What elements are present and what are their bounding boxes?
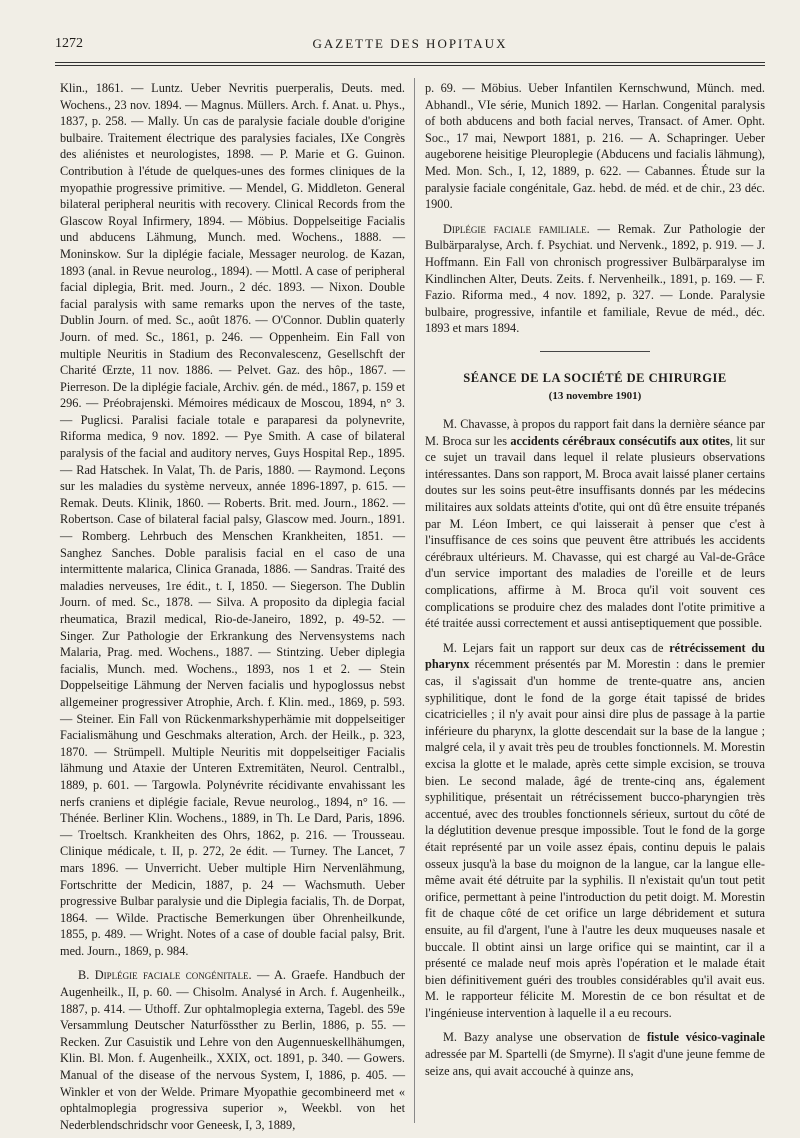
emphasis-text: fistule vésico-vaginale (646, 1030, 765, 1045)
emphasis-text: accidents cérébraux consécutifs aux otites (510, 433, 730, 448)
paragraph-text: — Remak. Zur Pathologie der Bulbärparalyse, Arch. f. Psychiat. und Nervenk., 1892, p. 919. — J. Hoffmann. Ein Fall von chronisch progressiver Bulbärparalyse im Kindlinchen Alter, Deuts. Zeits. f. Nervenheilk., 1891, p. 169. — F. Fazio. Riforma med., 4 nov. 1892, p. 327. — Londe. Paralysie bulbaire, progressive, infantile et familiale, Revue de méd., déc. 1893 et mars 1894. (425, 221, 765, 336)
session-paragraph-chavasse (425, 416, 765, 632)
paragraph-text: — A. Graefe. Handbuch der Augenheilk., II, p. 60. — Chisolm. Analysé in Arch. f. Augenheilk., 1887, p. 414. — Uthoff. Zur ophtalmoplegia externa, Tagebl. des 59e Versammlung Deutscher Naturfössther zu Berlin, 1886, p. 55. — Recken. Zur Casuistik und Lehre von den Augennueskellhähumgen, Klin. Bl. Mon. f. Augenheilk., XXIX, oct. 1891, p. 340. — Gowers. Manual of the disease of the nervous System, I, 1886, p. 405. — Winkler et von der Welde. Primare Myopathie gecombineerd met « ophtalmoplegia progressiva superior », Weekbl. von het Nederblendschridschr voor Geneesk, I, 3, 1889, (60, 968, 405, 1132)
section-header (425, 351, 765, 404)
session-paragraph-lejars (425, 640, 765, 1022)
session-paragraph-bazy (425, 1029, 765, 1079)
bibliography-paragraph-familial (425, 221, 765, 337)
paragraph-text: M. Bazy analyse une observation de (443, 1030, 647, 1045)
paragraph-text: adressée par M. Spartelli (de Smyrne). Il s'agit d'une jeune femme de seize ans, qui avait accouché à quinze ans, (425, 1047, 765, 1078)
header-rule (55, 62, 765, 63)
subsection-heading: B. Diplégie faciale congénitale. (78, 968, 252, 983)
section-date: (13 novembre 1901) (548, 389, 642, 402)
paragraph-text: M. Lejars fait un rapport sur deux cas de (443, 640, 670, 655)
paragraph-text: récemment présentés par M. Morestin : dans le premier cas, il s'agissait d'un homme de trente-quatre ans, ancien syphilitique, dont le fond de la gorge était tapissé de brides cicatricielles ; il n'y avait pour ainsi dire plus de passage à la partie inférieure du pharynx, la glotte descendait sur la base de la langue ; malgré cela, il y avait très peu de troubles fonctionnels. M. Morestin excisa la glotte et le malade, après cette simple excision, se trouva bien. Le second malade, âgé de trente-cinq ans, également syphilitique, présentait un rétrécissement bucco-pharyngien très accentué, avec des troubles fonctionnels sérieux, surtout du côté de la déglutition devenue presque impossible. Tout le fond de la gorge était représenté par un voile assez épais, continu depuis le palais osseux jusqu'à la base du moignon de la langue, car la langue elle-même avait été détruite par la syphilis. Il n'existait qu'un tout petit orifice, permettant à peine l'introduction du petit doigt. M. Morestin fit de chaque côté de cet orifice un large débridement et sutura ensuite, au fil d'argent, l'une à l'autre les deux muqueuses nasale et buccale. Il obtint ainsi un large orifice qui se maintint, car il a présenté ce malade neuf mois après l'opération et le malade était bien définitivement guéri des troubles considérables qu'il avait eus. M. le rapporteur félicite M. Morestin de ce bon résultat et de l'ingénieuse intervention à laquelle il a eu recours. (425, 657, 765, 1020)
bibliography-paragraph: Klin., 1861. — Luntz. Ueber Nevritis puerperalis, Deuts. med. Wochens., 23 nov. 1894. — Magnus. Müllers. Arch. f. Anat. u. Phys., 1837, p. 258. — Mally. Un cas de paralysie faciale double d'origine bulbaire. Traitement électrique des paralysies faciales, IXe Congrès des aliénistes et neurologistes, 1898. — P. Marie et G. Guinon. Contribution à l'étude de quelques-unes des formes cliniques de la myopathie progressive primitive. — Mendel, G. Middleton. General bilateral peripheral neuritis with recovery. Clinical Records from the Glascow Royal Infirmery, 1894. — Möbius. Doppelseitige Facialis und abducens Lähmung, Munch. med. Wochens., 1888. — Moninskow. Sur la diplégie faciale, Messager neurolog. de Kazan, 1893 (anal. in Revue neurolog., 1894). — Mottl. A case of peripheral facial diplegia, Brit. med. Journ., 2 déc. 1893. — Nixon. Double facial paralysis with same remarks upon the nerves of the taste, Dublin Journ. of med. Sc., août 1876. — O'Connor. Dublin quaterly Journ. of med. Sc., 1861, p. 246. — Oppenheim. Ein Fall von multiple Neuritis in Stadium des Reconvalescenz, Gesellschft der Charité Œrzte, 11 nov. 1886. — Pelvet. Gaz. des hôp., 1867. — Pierreson. De la diplégie faciale, Archiv. gén. de méd., 1867, p. 159 et 296. — Préobrajenski. Mémoires médicaux de Moscou, 1894, n° 3. — Puglicsi. Paralisi faciale totale e paraparesi da polynevrite, Riforma medica, 9 nov. 1892. — Pye Smith. A case of bilateral paralysis of the facial and auditory nerves, Guys Hospital Rep., 1895. — Rad Hatschek. In Valat, Th. de Paris, 1880. — Raymond. Leçons sur les maladies du système nerveux, année 1896-1897, p. 615. — Remak. Deuts. Klinik, 1860. — Roberts. Brit. med. Journ., 1862. — Robertson. Case of bilateral facial palsy, Glascow med. Journ., 1891. — Romberg. Lehrbuch des Menschen Krankheiten, 1851. — Sanghez Sanches. Doble paralisis facial en el caso de una intermittente malarica, Clinica Granada, 1886. — Sandras. Traité des maladies nerveuses, 1re édit., t. I, 1850. — Siegerson. The Dublin Journ. of med. Sc., 1878. — Silva. A proposito da diplegia facial rheumatica, Brazil medical, Rio-de-Janeiro, 1892, p. 49-52. — Singer. Zur Pathologie der Erkrankung des Nervensystems nach Malaria, Prag. med. Wochens., 1887. — Stintzing. Ueber diplegia facialis, Munch. med. Wochens., 1893, nos 1 et 2. — Stein Doppelseitige Lähmung der Nerven facialis und hypoglossus nebst allgemeiner progressiver Atrophie, Arch. f. Klin. med., 1869, p. 593. — Steiner. Ein Fall von Rückenmarkshyperhämie mit doppelseitiger Facialismähung und Geschmaks alteration, Arch. der Heilk., p. 323, 1870. — Strümpell. Multiple Neuritis mit doppelseitiger Facialis lähmung und Ataxie der Unteren Extremitäten, Neurol. Centralbl., 1889, p. 601. — Targowla. Polynévrite récidivante envahissant les nerfs craniens et diplégie faciale, Revue neurolog., 1894, n° 16. — Thénée. Berliner Klin. Wochens., 1889, in Th. Le Dard, Paris, 1896. — Troeltsch. Krankheiten des Ohrs, 1862, p. 216. — Trousseau. Clinique médicale, t. II, p. 272, 2e édit. — Turney. The Lancet, 7 mars 1896. — Unverricht. Ueber multiple Hirn Nervenlähmung, Fortschritte der Medicin, 1887, p. 24 — Wachsmuth. Ueber progressive Bulbar paralysie und die Diplegia facialis, Th. de Dorpat, 1864. — Wilde. Practische Bemerkungen über Ohrenheilkunde, 1855, p. 489. — Wright. Notes of a case of double facial palsy, Brit. med. Journ., 1869, p. 984. (60, 81, 405, 958)
journal-title: GAZETTE DES HOPITAUX (312, 36, 508, 51)
bibliography-paragraph-congenital (60, 967, 405, 1133)
header-rule-secondary (55, 65, 765, 66)
column-divider (414, 78, 415, 1123)
subsection-heading: Diplégie faciale familiale. (443, 221, 590, 236)
left-column (60, 80, 405, 1133)
section-rule (540, 351, 650, 352)
page-header (55, 36, 765, 60)
right-column (425, 80, 765, 1079)
emphasis-text: rétrécissement du pharynx (425, 640, 765, 672)
paragraph-text: M. Chavasse, à propos du rapport fait dans la dernière séance par M. Broca sur les (425, 417, 765, 448)
page-number: 1272 (55, 36, 83, 51)
section-title: SÉANCE DE LA SOCIÉTÉ DE CHIRURGIE (463, 370, 727, 385)
bibliography-paragraph-continued: p. 69. — Möbius. Ueber Infantilen Kernschwund, Münch. med. Abhandl., VIe série, Munich 1892. — Harlan. Congenital paralysis of both abducens and both facial nerves, Transact. of Amer. Opht. Soc., 17 mai, Newport 1881, p. 216. — A. Schapringer. Ueber augeborene heisitige Pleuroplegie (Abducens und facialis lähmung), Med. Mon. Sch., I, 12, 1889, p. 622. — Cabannes. Étude sur la paralysie faciale congénitale, Gaz. hebd. de méd. et de chir., 23 déc. 1900. (425, 81, 765, 212)
paragraph-text: , lit sur ce sujet un travail dans lequel il relate plusieurs observations intéressantes. Dans son rapport, M. Broca avait laissé planer certains doutes sur les soins peut-être insuffisants donnés par les médecins militaires aux soldats atteints d'otite, qui ont dû être ensuite trépanés par M. Léon Imbert, ce qui laisserait à penser que c'est à l'insuffisance de ces soins que peuvent être attribués les accidents cérébraux ultérieurs. M. Chavasse, qui est chargé au Val-de-Grâce d'un service important des maladies de l'oreille et de leurs complications, affirme à M. Broca qu'il voit souvent ces complications se produire chez des malades dont l'otite primitive a été traitée aussi correctement et aussi antiseptiquement que possible. (425, 433, 765, 631)
